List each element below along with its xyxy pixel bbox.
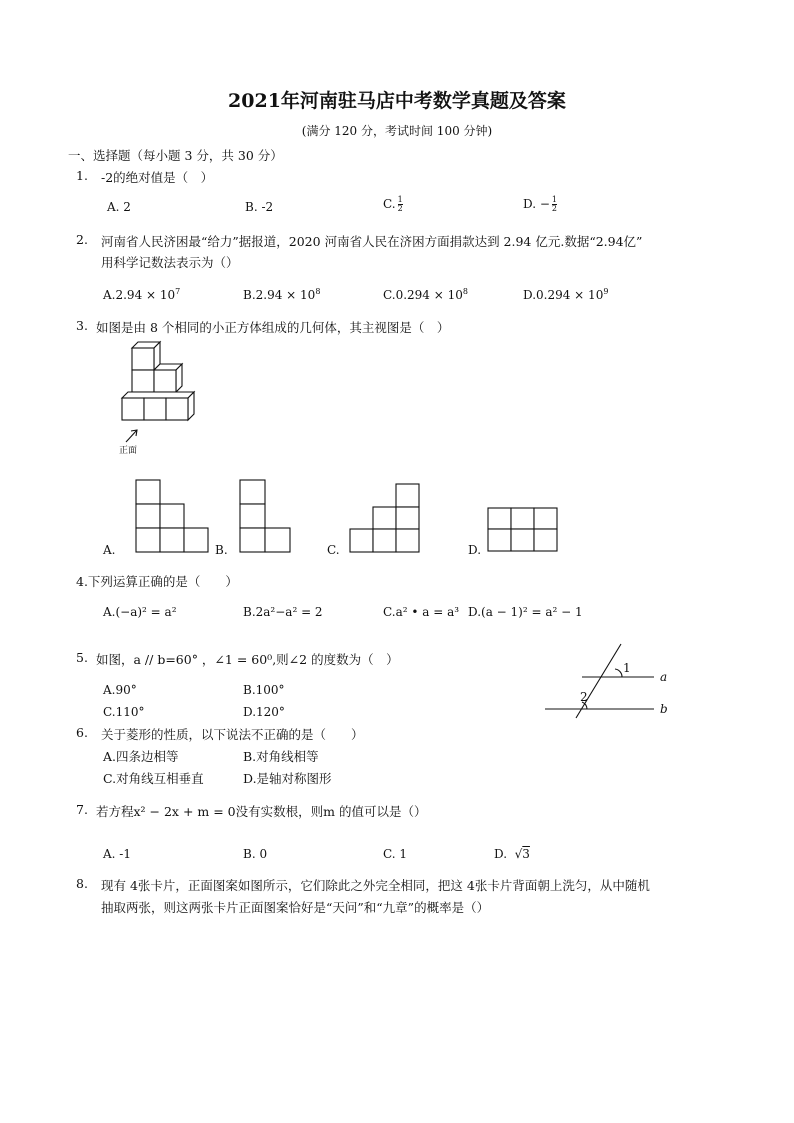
q7-option-c: C. 1: [383, 847, 408, 861]
line-a-label: a: [660, 670, 668, 684]
option-prefix: D.: [494, 847, 508, 861]
q7-stem: 若方程x² − 2x + m = 0没有实数根，则m 的值可以是（）: [96, 804, 427, 819]
q2-option-d: [523, 287, 608, 302]
page-title: 2021年河南驻马店中考数学真题及答案: [228, 90, 566, 112]
q1-option-d-fraction: [552, 196, 557, 213]
q5-option-a: A.90°: [103, 683, 137, 697]
q3-stem: 如图是由 8 个相同的小正方体组成的几何体，其主视图是（ ）: [96, 320, 450, 335]
line-b-label: b: [660, 702, 668, 716]
q4-option-b: B.2a²−a² = 2: [243, 605, 323, 619]
q1-option-b: B. -2: [245, 200, 274, 214]
q2-stem-line2: 用科学记数法表示为（）: [101, 255, 239, 270]
q5-option-b: B.100°: [243, 683, 285, 697]
angle-2-label: 2: [580, 690, 588, 704]
option-prefix: C.: [383, 288, 396, 302]
q3-option-b-figure: [240, 480, 292, 552]
transversal-line: [576, 644, 621, 718]
q6-option-a: A.四条边相等: [103, 749, 179, 764]
option-base: 0.294 × 10: [395, 288, 463, 302]
option-base: 2.94 × 10: [115, 288, 176, 302]
q2-option-b: [243, 287, 320, 302]
q7-option-d: D. √3: [494, 847, 530, 861]
q5-stem: 如图，a // b=60° ，∠1 = 60⁰,则∠2 的度数为（ ）: [96, 652, 399, 667]
q1-option-c-prefix: C.: [383, 197, 396, 211]
q1-option-d-prefix: D. −: [523, 197, 550, 211]
q6-option-d: D.是轴对称图形: [243, 771, 332, 786]
q5-option-d: D.120°: [243, 705, 285, 719]
q3-number: 3.: [76, 318, 88, 333]
q7-option-b: B. 0: [243, 847, 268, 861]
q6-stem: 关于菱形的性质，以下说法不正确的是（ ）: [101, 727, 364, 742]
fraction-denominator: 2: [551, 204, 557, 213]
q1-number: 1.: [76, 168, 88, 183]
option-exponent: 7: [175, 287, 181, 296]
q3-option-c-label: C.: [327, 543, 340, 557]
q5-option-c: C.110°: [103, 705, 145, 719]
option-prefix: B.: [243, 288, 256, 302]
q3-option-d-figure: [488, 508, 558, 552]
option-exponent: 8: [315, 287, 321, 296]
option-exponent: 9: [603, 287, 609, 296]
angle-1-label: 1: [623, 661, 631, 675]
q8-number: 8.: [76, 876, 88, 891]
q2-number: 2.: [76, 232, 88, 247]
q1-stem: -2的绝对值是（ ）: [101, 170, 214, 185]
sqrt-radicand: 3: [522, 847, 530, 861]
q4-option-d: D.(a − 1)² = a² − 1: [468, 605, 583, 619]
q1-option-d: [523, 196, 557, 213]
q7-number: 7.: [76, 802, 88, 817]
q1-option-c: [383, 196, 403, 213]
fraction-numerator: 1: [551, 195, 557, 204]
q6-number: 6.: [76, 725, 88, 740]
option-prefix: A.: [103, 288, 116, 302]
q5-number: 5.: [76, 650, 88, 665]
q2-option-c: [383, 287, 468, 302]
fraction-denominator: 2: [397, 204, 403, 213]
page-subtitle: (满分 120 分，考试时间 100 分钟): [301, 124, 493, 138]
fraction-numerator: 1: [397, 195, 403, 204]
q8-stem-line1: 现有 4张卡片，正面图案如图所示，它们除此之外完全相同，把这 4张卡片背面朝上洗匀，从中随机: [101, 878, 650, 893]
q3-option-a-label: A.: [103, 543, 116, 557]
q6-option-b: B.对角线相等: [243, 749, 319, 764]
q4-stem: 4.下列运算正确的是（ ）: [76, 574, 238, 589]
q8-stem-line2: 抽取两张，则这两张卡片正面图案恰好是“天问”和“九章”的概率是（）: [101, 900, 490, 915]
option-prefix: D.: [523, 288, 537, 302]
q1-option-c-fraction: [398, 196, 403, 213]
q6-option-c: C.对角线互相垂直: [103, 771, 204, 786]
q3-front-label: 正面: [119, 446, 138, 456]
q7-option-a: A. -1: [103, 847, 131, 861]
q3-option-d-label: D.: [468, 543, 482, 557]
q2-option-a: [103, 287, 180, 302]
q4-option-a: A.(−a)² = a²: [103, 605, 177, 619]
q2-stem-line1: 河南省人民济困最“给力”据报道，2020 河南省人民在济困方面捐款达到 2.94 亿元.数据“2.94亿”: [101, 234, 643, 249]
q3-option-a-figure: [136, 480, 212, 552]
option-base: 0.294 × 10: [536, 288, 604, 302]
option-base: 2.94 × 10: [255, 288, 316, 302]
q4-option-c: C.a² • a = a³: [383, 605, 460, 619]
q5-angle-figure: [540, 640, 680, 720]
section-heading: 一、选择题（每小题 3 分，共 30 分）: [68, 148, 283, 163]
option-exponent: 8: [462, 287, 468, 296]
q1-option-a: A. 2: [107, 200, 131, 214]
angle-1-arc: [615, 669, 622, 677]
q3-option-c-figure: [350, 484, 420, 552]
q3-option-b-label: B.: [215, 543, 228, 557]
